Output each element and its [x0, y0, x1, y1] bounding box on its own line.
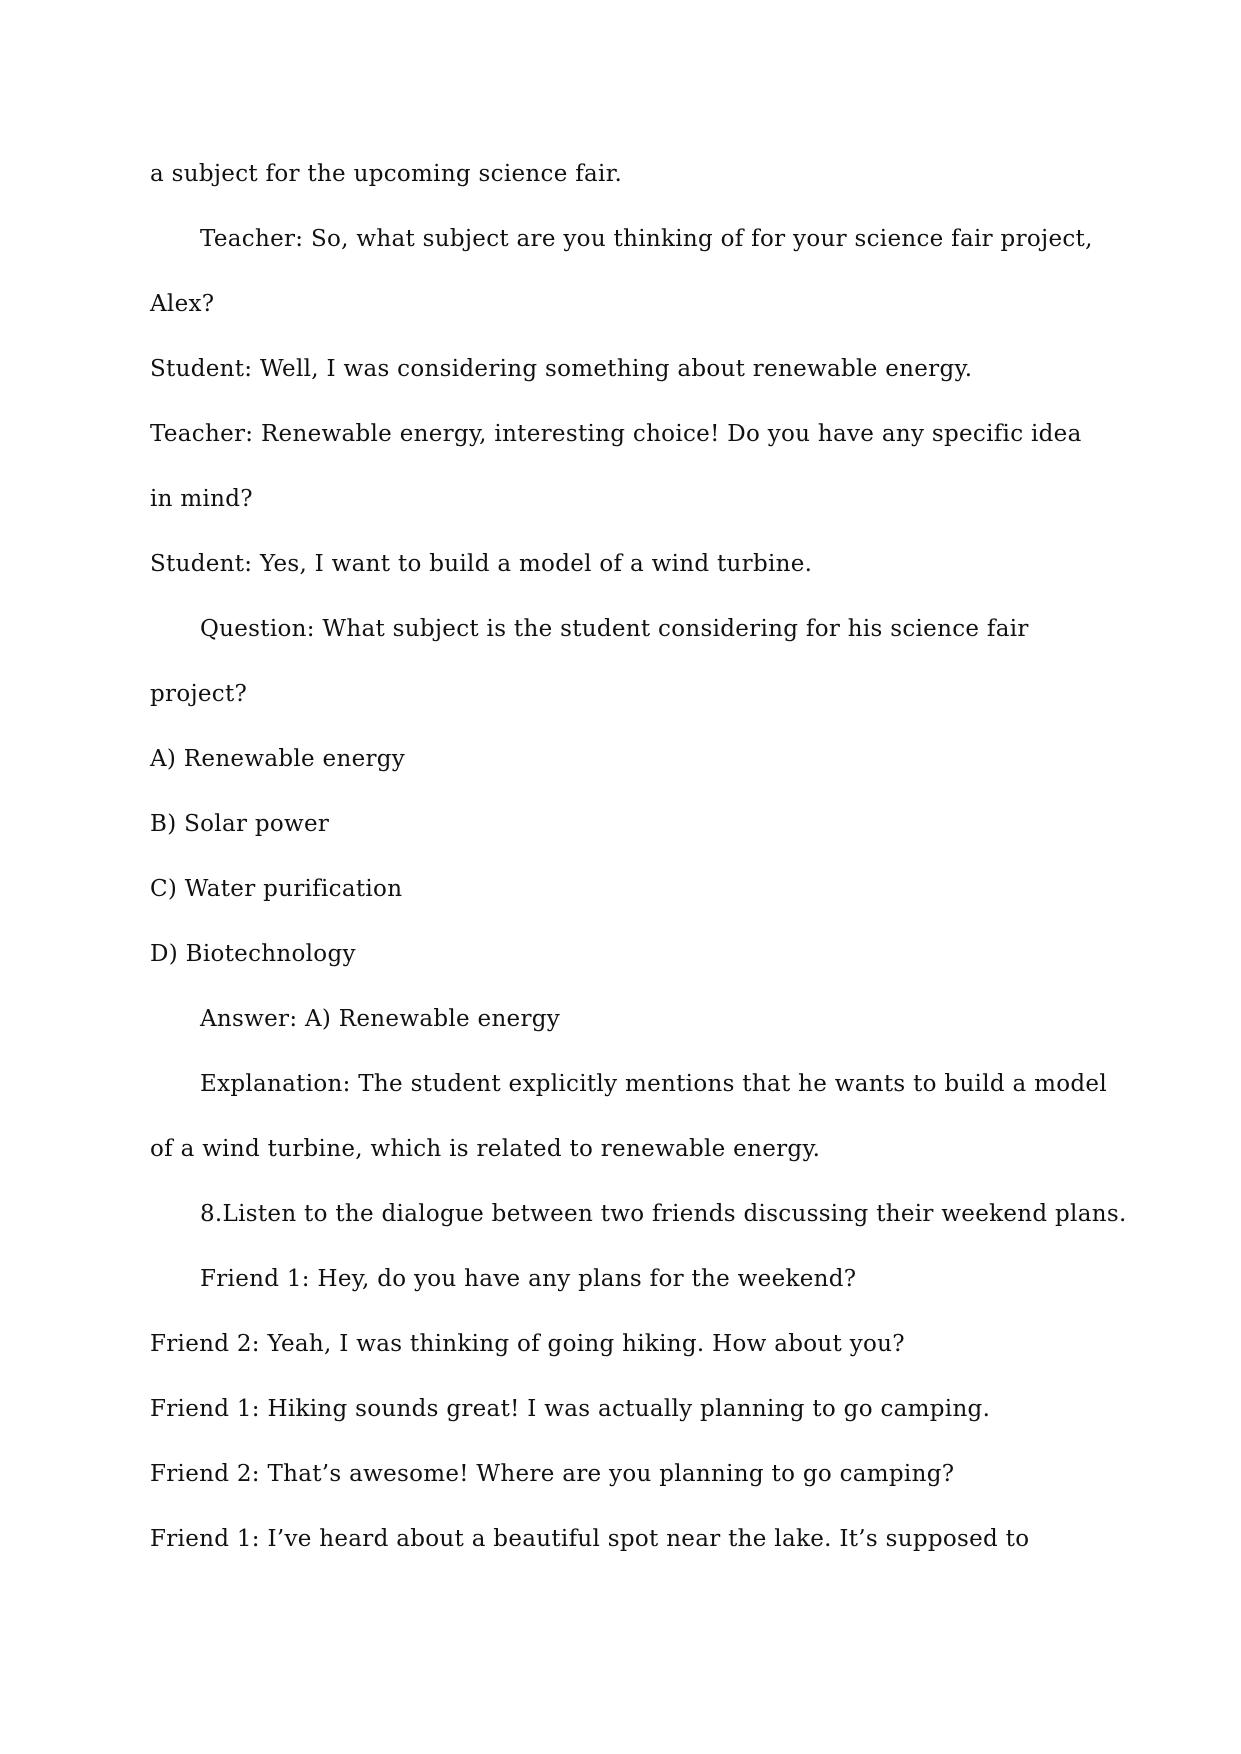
- explanation-line: Explanation: The student explicitly mentions that he wants to build a model: [200, 1071, 1107, 1097]
- text-line-student: Student: Well, I was considering something about renewable energy.: [150, 356, 973, 382]
- text-line: in mind?: [150, 486, 253, 512]
- text-line: a subject for the upcoming science fair.: [150, 161, 623, 187]
- text-line-friend-1: Friend 1: Hiking sounds great! I was actually planning to go camping.: [150, 1396, 991, 1422]
- text-line: project?: [150, 681, 248, 707]
- text-line-student: Student: Yes, I want to build a model of a wind turbine.: [150, 551, 813, 577]
- text-line-friend-2: Friend 2: That’s awesome! Where are you planning to go camping?: [150, 1461, 955, 1487]
- option-a: A) Renewable energy: [150, 746, 406, 772]
- option-c: C) Water purification: [150, 876, 403, 902]
- question-8-heading: 8.Listen to the dialogue between two friends discussing their weekend plans.: [200, 1201, 1127, 1227]
- option-b: B) Solar power: [150, 811, 330, 837]
- text-line-friend-1: Friend 1: I’ve heard about a beautiful spot near the lake. It’s supposed to: [150, 1526, 1030, 1552]
- text-line-teacher: Teacher: Renewable energy, interesting choice! Do you have any specific idea: [150, 421, 1082, 447]
- question-line: Question: What subject is the student considering for his science fair: [200, 616, 1029, 642]
- text-line: Alex?: [150, 291, 215, 317]
- answer-line: Answer: A) Renewable energy: [200, 1006, 561, 1032]
- text-line-friend-1: Friend 1: Hey, do you have any plans for the weekend?: [200, 1266, 857, 1292]
- option-d: D) Biotechnology: [150, 941, 356, 967]
- text-line-friend-2: Friend 2: Yeah, I was thinking of going hiking. How about you?: [150, 1331, 905, 1357]
- text-line: of a wind turbine, which is related to renewable energy.: [150, 1136, 821, 1162]
- document-body: [150, 142, 1127, 1572]
- text-line-teacher: Teacher: So, what subject are you thinking of for your science fair project,: [200, 226, 1093, 252]
